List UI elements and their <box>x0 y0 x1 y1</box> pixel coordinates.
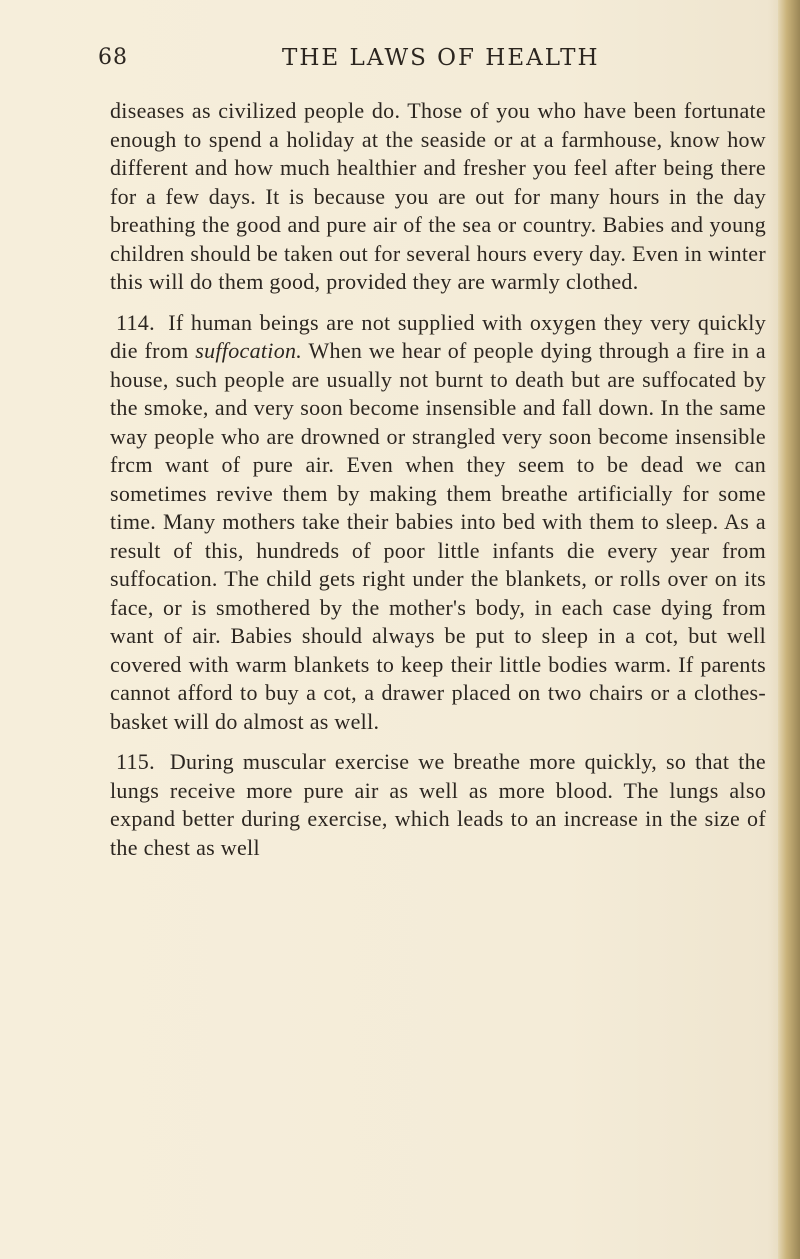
paragraph-text: During muscular exercise we breathe more quickly, so that the lungs receive more pure air as well as more blood. The lungs also expand better during exercise, which leads to an increase in the size of the chest as well <box>110 749 766 860</box>
paragraph-text-before: If human beings are not supplied with oxygen they very quickly die from <box>110 309 766 363</box>
paragraph-number: 115. <box>116 749 155 774</box>
paragraph-text: diseases as civilized people do. Those of you who have been fortunate enough to spend a holiday at the seaside or at a farmhouse, know how different and how much healthier and fresher you feel after being there for a few days. It is because you are out for many hours in the day breathing the good and pure air of the sea or country. Babies and young children should be taken out for several hours every day. Even in winter this will do them good, provided they are warmly clothed. <box>110 98 766 294</box>
paragraph-number: 114. <box>116 309 155 335</box>
page-number: 68 <box>98 45 128 70</box>
paragraph-continued <box>110 97 766 297</box>
page-edge <box>778 0 800 1259</box>
italic-term: suffocation. <box>195 338 303 363</box>
body-text <box>110 97 766 874</box>
running-head: THE LAWS OF HEALTH <box>282 45 600 71</box>
paragraph-114 <box>110 309 766 737</box>
page-header <box>98 45 668 85</box>
paragraph-115 <box>110 748 766 862</box>
paragraph-text-after: When we hear of people dying through a fire in a house, such people are usually not burnt to death but are suffocated by the smoke, and very soon become insensible and fall down. In the same way people who are drowned or strangled very soon become insensible frcm want of pure air. Even when they seem to be dead we can sometimes revive them by making them breathe artificially for some time. Many mothers take their babies into bed with them to sleep. As a result of this, hundreds of poor little infants die every year from suffocation. The child gets right under the blankets, or rolls over on its face, or is smothered by the mother's body, in each case dying from want of air. Babies should always be put to sleep in a cot, but well covered with warm blankets to keep their little bodies warm. If parents cannot afford to buy a cot, a drawer placed on two chairs or a clothes-basket will do almost as well. <box>110 338 766 734</box>
